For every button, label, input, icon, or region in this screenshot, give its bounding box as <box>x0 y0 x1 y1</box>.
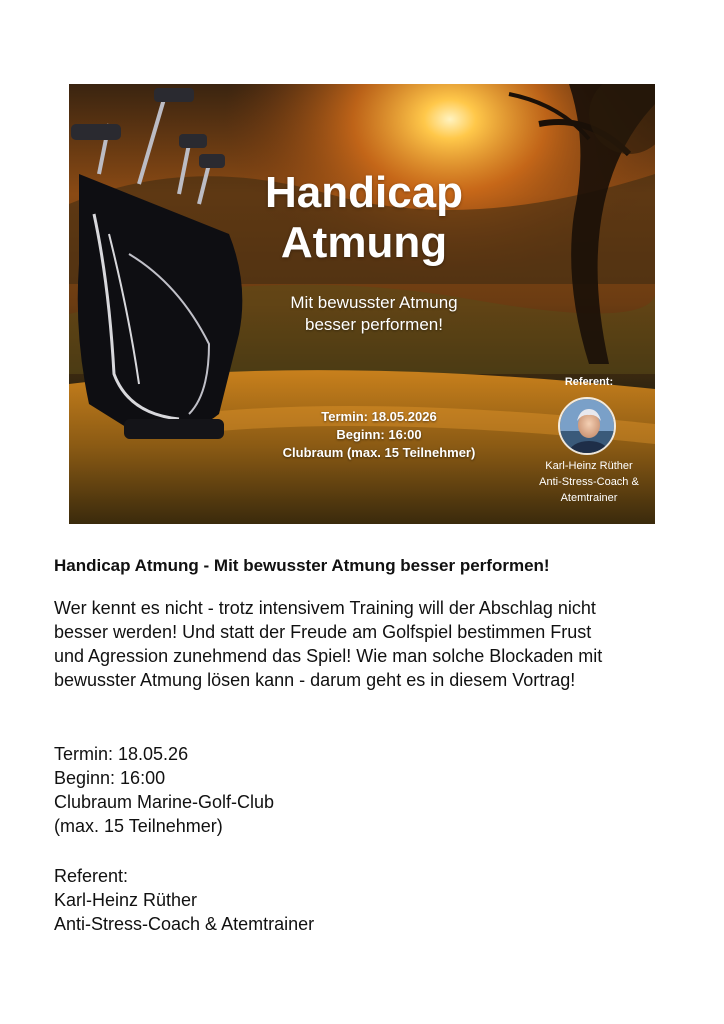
flyer-referent-role-line2: Atemtrainer <box>560 492 618 504</box>
flyer-referent-label: Referent: <box>564 376 614 388</box>
flyer-termin: Termin: 18.05.2026 <box>321 409 437 424</box>
flyer-beginn: Beginn: 16:00 <box>336 427 422 442</box>
event-ort: Clubraum Marine-Golf-Club <box>54 792 275 812</box>
flyer-subtitle-line2: besser performen! <box>305 315 443 334</box>
referent-role: Anti-Stress-Coach & Atemtrainer <box>54 914 315 934</box>
event-termin: Termin: 18.05.26 <box>54 744 189 764</box>
intro-line: besser werden! Und statt der Freude am Golfspiel bestimmen Frust <box>54 622 592 642</box>
article-heading: Handicap Atmung - Mit bewusster Atmung besser performen! <box>54 556 550 575</box>
event-details <box>54 742 654 838</box>
flyer-title <box>229 168 499 268</box>
flyer-event-details <box>239 408 519 462</box>
intro-line: Wer kennt es nicht - trotz intensivem Training will der Abschlag nicht <box>54 598 596 618</box>
referent-name: Karl-Heinz Rüther <box>54 890 198 910</box>
intro-line: und Agression zunehmend das Spiel! Wie man solche Blockaden mit <box>54 646 603 666</box>
flyer-title-line1: Handicap <box>264 168 464 217</box>
article-intro <box>54 596 694 692</box>
flyer-referent-name: Karl-Heinz Rüther <box>545 460 633 472</box>
flyer-title-line2: Atmung <box>280 218 448 267</box>
intro-line: bewusster Atmung lösen kann - darum geht es in diesem Vortrag! <box>54 670 576 690</box>
referent-avatar <box>558 397 616 455</box>
flyer-referent-info <box>509 458 655 506</box>
referent-details <box>54 864 654 936</box>
referent-label: Referent: <box>54 866 129 886</box>
event-beginn: Beginn: 16:00 <box>54 768 166 788</box>
flyer-subtitle <box>254 292 494 336</box>
flyer-subtitle-line1: Mit bewusster Atmung <box>290 293 458 312</box>
event-flyer-image <box>69 84 655 524</box>
event-teilnehmer: (max. 15 Teilnehmer) <box>54 816 223 836</box>
flyer-referent-role-line1: Anti-Stress-Coach & <box>539 476 639 488</box>
flyer-raum: Clubraum (max. 15 Teilnehmer) <box>282 445 476 460</box>
